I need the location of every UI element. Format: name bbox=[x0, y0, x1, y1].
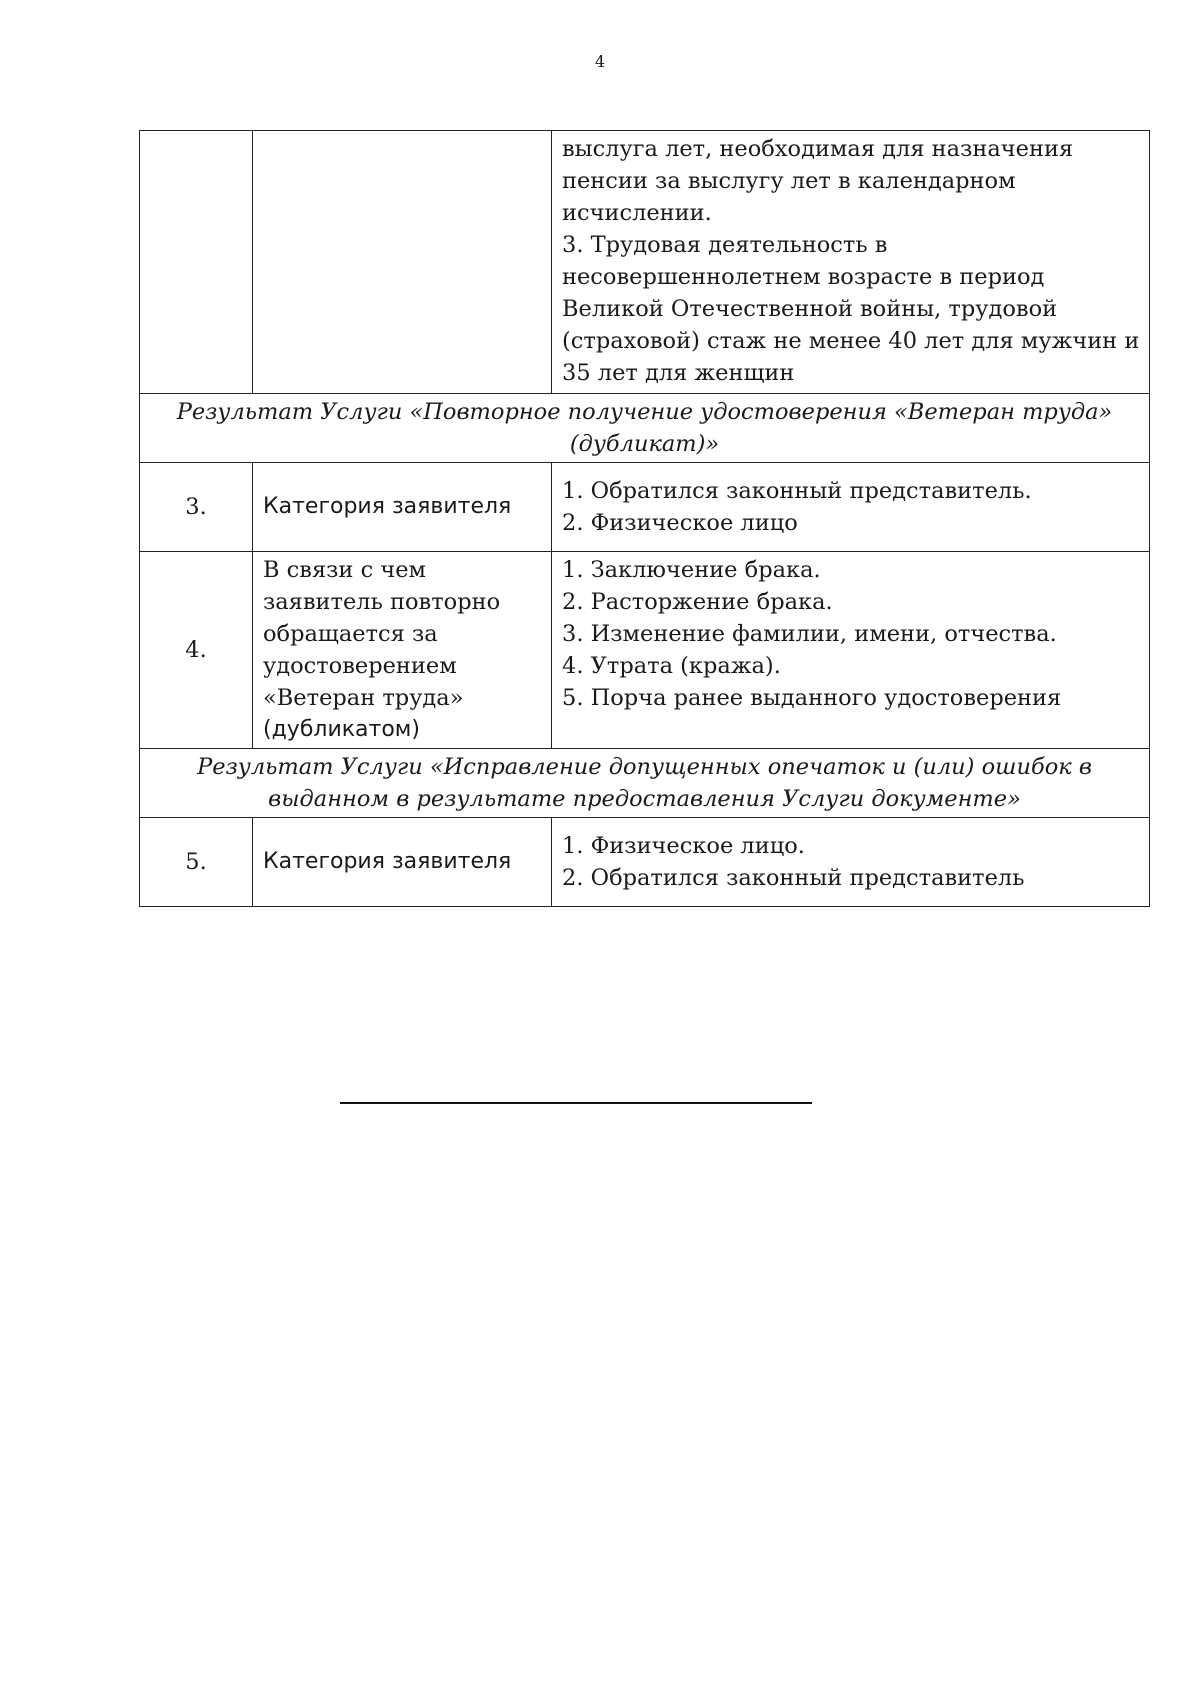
row-number-cell: 4. bbox=[140, 552, 253, 749]
row-value-cell bbox=[552, 463, 1150, 552]
table-row-continuation bbox=[140, 131, 1150, 394]
value-line: 2. Расторжение брака. bbox=[562, 589, 833, 615]
row-value-cell bbox=[552, 818, 1150, 907]
row-value-cell bbox=[552, 552, 1150, 749]
value-line: 1. Обратился законный представитель. bbox=[562, 478, 1032, 504]
section-line: Результат Услуги «Повторное получение удостоверения «Ветеран труда» bbox=[176, 399, 1113, 425]
value-line: 2. Физическое лицо bbox=[562, 510, 798, 536]
section-line: Результат Услуги «Исправление допущенных опечаток и (или) ошибок в bbox=[197, 754, 1092, 780]
section-line: выданном в результате предоставления Услуги документе» bbox=[268, 786, 1021, 812]
label-line: заявитель повторно bbox=[263, 589, 501, 615]
value-line: 3. Трудовая деятельность в bbox=[562, 232, 888, 258]
row-label: Категория заявителя bbox=[263, 494, 512, 519]
row-label-cell bbox=[253, 818, 552, 907]
page-number: 4 bbox=[594, 52, 606, 71]
end-of-document-rule bbox=[340, 1102, 812, 1104]
value-line: исчислении. bbox=[562, 200, 712, 226]
row-label-cell bbox=[253, 463, 552, 552]
label-line: (дубликатом) bbox=[263, 717, 420, 742]
label-line: обращается за bbox=[263, 621, 438, 647]
value-line: 1. Физическое лицо. bbox=[562, 833, 805, 859]
value-line: 5. Порча ранее выданного удостоверения bbox=[562, 685, 1062, 711]
row-number-cell bbox=[140, 131, 253, 394]
value-line: пенсии за выслугу лет в календарном bbox=[562, 168, 1016, 194]
row-value-cell bbox=[552, 131, 1150, 394]
table-row-5 bbox=[140, 818, 1150, 907]
table-row-3 bbox=[140, 463, 1150, 552]
section-header-row bbox=[140, 394, 1150, 463]
section-header-error-correction bbox=[140, 749, 1150, 818]
value-line: 2. Обратился законный представитель bbox=[562, 865, 1025, 891]
table-row-4 bbox=[140, 552, 1150, 749]
criteria-table bbox=[139, 130, 1150, 907]
row-label-cell bbox=[253, 552, 552, 749]
row-label-cell bbox=[253, 131, 552, 394]
label-line: удостоверением bbox=[263, 653, 457, 679]
value-line: 4. Утрата (кража). bbox=[562, 653, 781, 679]
value-line: Великой Отечественной войны, трудовой bbox=[562, 296, 1058, 322]
row-number-cell: 3. bbox=[140, 463, 253, 552]
value-line: (страховой) стаж не менее 40 лет для мужчин и bbox=[562, 328, 1140, 354]
value-line: 35 лет для женщин bbox=[562, 360, 795, 386]
value-line: 1. Заключение брака. bbox=[562, 557, 821, 583]
section-line: (дубликат)» bbox=[569, 431, 720, 457]
section-header-repeat-certificate bbox=[140, 394, 1150, 463]
value-line: 3. Изменение фамилии, имени, отчества. bbox=[562, 621, 1057, 647]
section-header-row bbox=[140, 749, 1150, 818]
value-line: выслуга лет, необходимая для назначения bbox=[562, 136, 1074, 162]
row-label: Категория заявителя bbox=[263, 849, 512, 874]
row-number-cell: 5. bbox=[140, 818, 253, 907]
label-line: В связи с чем bbox=[263, 557, 427, 583]
value-line: несовершеннолетнем возрасте в период bbox=[562, 264, 1045, 290]
label-line: «Ветеран труда» bbox=[263, 685, 464, 711]
